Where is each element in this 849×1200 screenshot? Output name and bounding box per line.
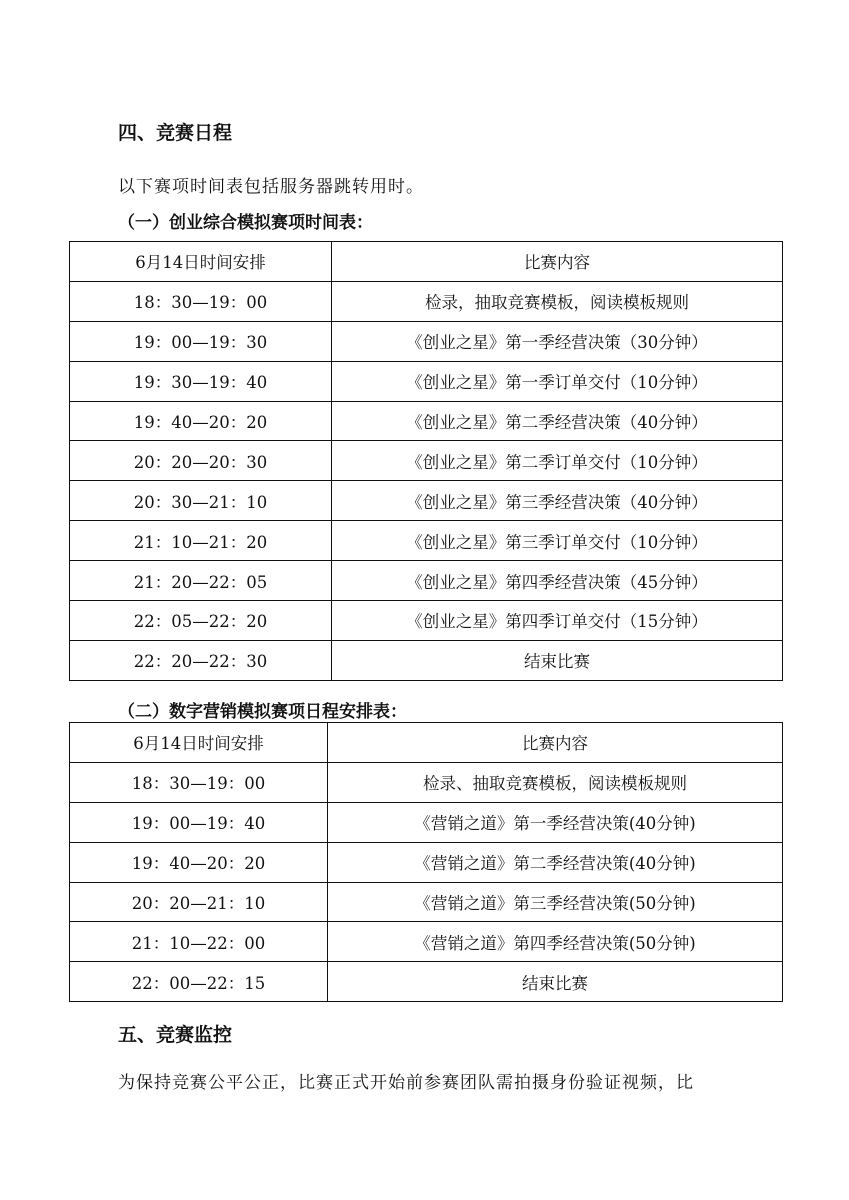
section-5-heading: 五、竞赛监控 (118, 1024, 233, 1046)
content-cell: 《创业之星》第二季订单交付（10分钟） (332, 441, 783, 481)
time-cell: 6月14日时间安排 (70, 242, 332, 282)
content-cell: 《营销之道》第三季经营决策(50分钟) (328, 882, 783, 922)
time-cell: 19：40—20：20 (70, 401, 332, 441)
time-cell: 18：30—19：00 (70, 762, 328, 802)
content-cell: 《营销之道》第一季经营决策(40分钟) (328, 802, 783, 842)
section-4-intro: 以下赛项时间表包括服务器跳转用时。 (118, 177, 424, 197)
time-cell: 21：10—21：20 (70, 521, 332, 561)
content-cell: 检录、抽取竞赛模板，阅读模板规则 (328, 762, 783, 802)
table-header-row (70, 723, 783, 763)
time-cell: 19：30—19：40 (70, 361, 332, 401)
content-cell: 《创业之星》第三季经营决策（40分钟） (332, 481, 783, 521)
table-row (70, 321, 783, 361)
content-cell: 《创业之星》第四季经营决策（45分钟） (332, 561, 783, 601)
content-cell: 《创业之星》第四季订单交付（15分钟） (332, 601, 783, 641)
marketing-schedule-table (69, 722, 783, 1002)
time-cell: 22：05—22：20 (70, 601, 332, 641)
content-cell: 《创业之星》第三季订单交付（10分钟） (332, 521, 783, 561)
table-row (70, 962, 783, 1002)
time-cell: 20：20—21：10 (70, 882, 328, 922)
content-cell: 《营销之道》第二季经营决策(40分钟) (328, 842, 783, 882)
table-1-caption: （一）创业综合模拟赛项时间表： (118, 213, 373, 233)
time-cell: 20：20—20：30 (70, 441, 332, 481)
time-cell: 22：20—22：30 (70, 640, 332, 680)
table-row (70, 441, 783, 481)
content-cell: 《创业之星》第一季订单交付（10分钟） (332, 361, 783, 401)
table-header-row (70, 242, 783, 282)
table-row (70, 281, 783, 321)
content-cell: 比赛内容 (328, 723, 783, 763)
table-row (70, 802, 783, 842)
content-cell: 《创业之星》第一季经营决策（30分钟） (332, 321, 783, 361)
table-row (70, 401, 783, 441)
time-cell: 6月14日时间安排 (70, 723, 328, 763)
table-row (70, 640, 783, 680)
time-cell: 19：00—19：30 (70, 321, 332, 361)
table-row (70, 561, 783, 601)
table-row (70, 521, 783, 561)
time-cell: 22：00—22：15 (70, 962, 328, 1002)
content-cell: 检录，抽取竞赛模板，阅读模板规则 (332, 281, 783, 321)
time-cell: 21：10—22：00 (70, 922, 328, 962)
content-cell: 《创业之星》第二季经营决策（40分钟） (332, 401, 783, 441)
startup-schedule-table (69, 241, 783, 681)
content-cell: 结束比赛 (328, 962, 783, 1002)
table-row (70, 601, 783, 641)
time-cell: 19：00—19：40 (70, 802, 328, 842)
section-5-body: 为保持竞赛公平公正，比赛正式开始前参赛团队需拍摄身份验证视频，比 (118, 1073, 694, 1093)
section-4-heading: 四、竞赛日程 (118, 122, 233, 144)
content-cell: 结束比赛 (332, 640, 783, 680)
table-row (70, 361, 783, 401)
time-cell: 20：30—21：10 (70, 481, 332, 521)
content-cell: 《营销之道》第四季经营决策(50分钟) (328, 922, 783, 962)
table-row (70, 762, 783, 802)
time-cell: 21：20—22：05 (70, 561, 332, 601)
table-row (70, 842, 783, 882)
table-row (70, 481, 783, 521)
table-row (70, 922, 783, 962)
content-cell: 比赛内容 (332, 242, 783, 282)
table-row (70, 882, 783, 922)
table-2-caption: （二）数字营销模拟赛项日程安排表： (118, 702, 407, 722)
time-cell: 19：40—20：20 (70, 842, 328, 882)
time-cell: 18：30—19：00 (70, 281, 332, 321)
